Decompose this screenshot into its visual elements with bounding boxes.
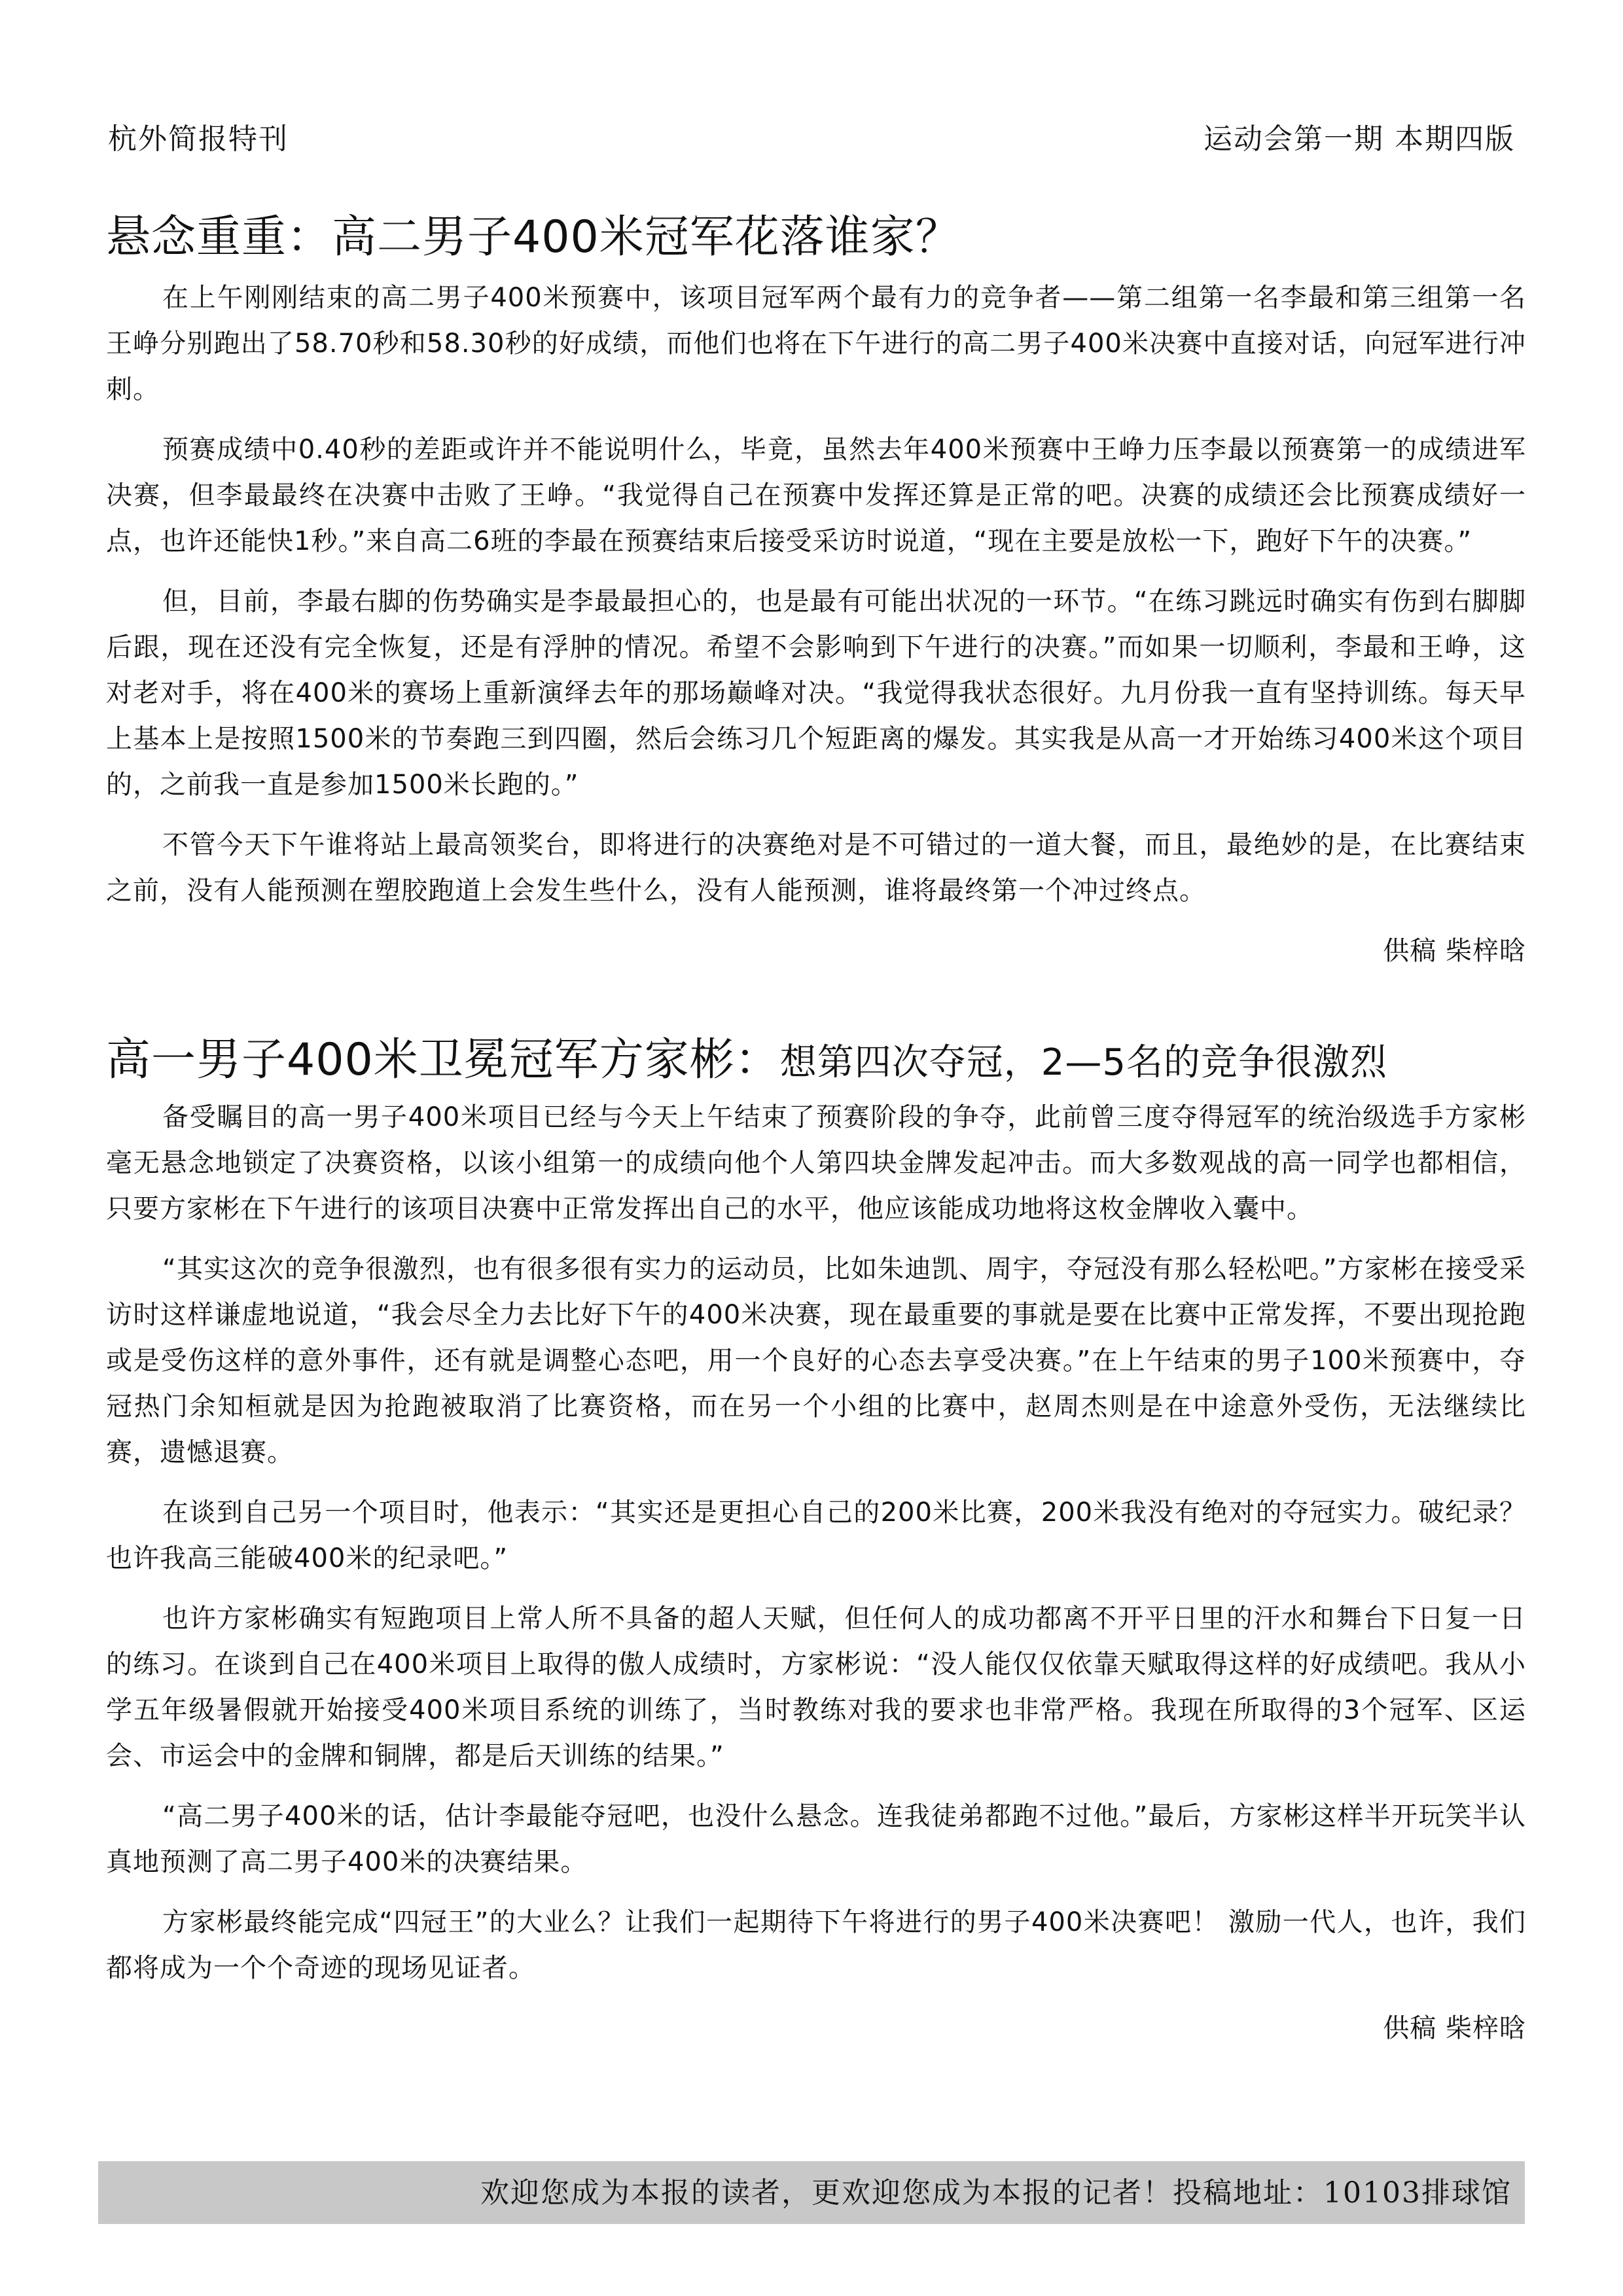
article2-title-sub: 想第四次夺冠，2—5名的竞争很激烈 [779,1041,1388,1084]
article1-body [106,275,1526,974]
footer-text: 欢迎您成为本报的读者，更欢迎您成为本报的记者！投稿地址：10103排球馆 [480,2176,1512,2210]
article2-paragraph: 方家彬最终能完成“四冠王”的大业么？让我们一起期待下午将进行的男子400米决赛吧！ 激励一代人，也许，我们都将成为一个个奇迹的现场见证者。 [106,1907,1526,1983]
article1-credit: 供稿 柴梓晗 [1383,936,1526,966]
issue-info: 运动会第一期 本期四版 [1204,122,1515,156]
article2-paragraph: “高二男子400米的话，估计李最能夺冠吧，也没什么悬念。连我徒弟都跑不过他。”最后，方家彬这样半开玩笑半认真地预测了高二男子400米的决赛结果。 [106,1801,1526,1877]
footer-banner [98,2161,1525,2224]
article2-body [106,1094,1526,2051]
article2-title [106,1024,1526,1088]
article1-paragraph: 在上午刚刚结束的高二男子400米预赛中，该项目冠军两个最有力的竞争者——第二组第一名李最和第三组第一名王峥分别跑出了58.70秒和58.30秒的好成绩，而他们也将在下午进行的高二男子400米决赛中直接对话，向冠军进行冲刺。 [106,283,1526,404]
article2-paragraph: 备受瞩目的高一男子400米项目已经与今天上午结束了预赛阶段的争夺，此前曾三度夺得冠军的统治级选手方家彬毫无悬念地锁定了决赛资格，以该小组第一的成绩向他个人第四块金牌发起冲击。而大多数观战的高一同学也都相信，只要方家彬在下午进行的该项目决赛中正常发挥出自己的水平，他应该能成功地将这枚金牌收入囊中。 [106,1102,1526,1224]
article2-paragraph: 在谈到自己另一个项目时，他表示：“其实还是更担心自己的200米比赛，200米我没有绝对的夺冠实力。破纪录？也许我高三能破400米的纪录吧。” [106,1498,1526,1573]
article2-paragraph: “其实这次的竞争很激烈，也有很多很有实力的运动员，比如朱迪凯、周宇，夺冠没有那么轻松吧。”方家彬在接受采访时这样谦虚地说道，“我会尽全力去比好下午的400米决赛，现在最重要的事就是要在比赛中正常发挥，不要出现抢跑或是受伤这样的意外事件，还有就是调整心态吧，用一个良好的心态去享受决赛。”在上午结束的男子100米预赛中，夺冠热门余知桓就是因为抢跑被取消了比赛资格，而在另一个小组的比赛中，赵周杰则是在中途意外受伤，无法继续比赛，遗憾退赛。 [106,1254,1526,1467]
publication-name: 杭外简报特刊 [108,122,289,156]
article2-credit: 供稿 柴梓晗 [1383,2013,1526,2043]
article1-paragraph: 不管今天下午谁将站上最高领奖台，即将进行的决赛绝对是不可错过的一道大餐，而且，最绝妙的是，在比赛结束之前，没有人能预测在塑胶跑道上会发生些什么，没有人能预测，谁将最终第一个冲过终点。 [106,830,1526,906]
article1-paragraph: 但，目前，李最右脚的伤势确实是李最最担心的，也是最有可能出状况的一环节。“在练习跳远时确实有伤到右脚脚后跟，现在还没有完全恢复，还是有浮肿的情况。希望不会影响到下午进行的决赛。”而如果一切顺利，李最和王峥，这对老对手，将在400米的赛场上重新演绎去年的那场巅峰对决。“我觉得我状态很好。九月份我一直有坚持训练。每天早上基本上是按照1500米的节奏跑三到四圈，然后会练习几个短距离的爆发。其实我是从高一才开始练习400米这个项目的，之前我一直是参加1500米长跑的。” [106,586,1526,800]
article1-paragraph: 预赛成绩中0.40秒的差距或许并不能说明什么，毕竟，虽然去年400米预赛中王峥力压李最以预赛第一的成绩进军决赛，但李最最终在决赛中击败了王峥。“我觉得自己在预赛中发挥还算是正常的吧。决赛的成绩还会比预赛成绩好一点，也许还能快1秒。”来自高二6班的李最在预赛结束后接受采访时说道，“现在主要是放松一下，跑好下午的决赛。” [106,435,1526,556]
article1-title: 悬念重重：高二男子400米冠军花落谁家？ [106,211,961,263]
article2-paragraph: 也许方家彬确实有短跑项目上常人所不具备的超人天赋，但任何人的成功都离不开平日里的汗水和舞台下日复一日的练习。在谈到自己在400米项目上取得的傲人成绩时，方家彬说：“没人能仅仅依靠天赋取得这样的好成绩吧。我从小学五年级暑假就开始接受400米项目系统的训练了，当时教练对我的要求也非常严格。我现在所取得的3个冠军、区运会、市运会中的金牌和铜牌，都是后天训练的结果。” [106,1604,1526,1771]
article2-title-main: 高一男子400米卫冕冠军方家彬： [106,1034,780,1086]
